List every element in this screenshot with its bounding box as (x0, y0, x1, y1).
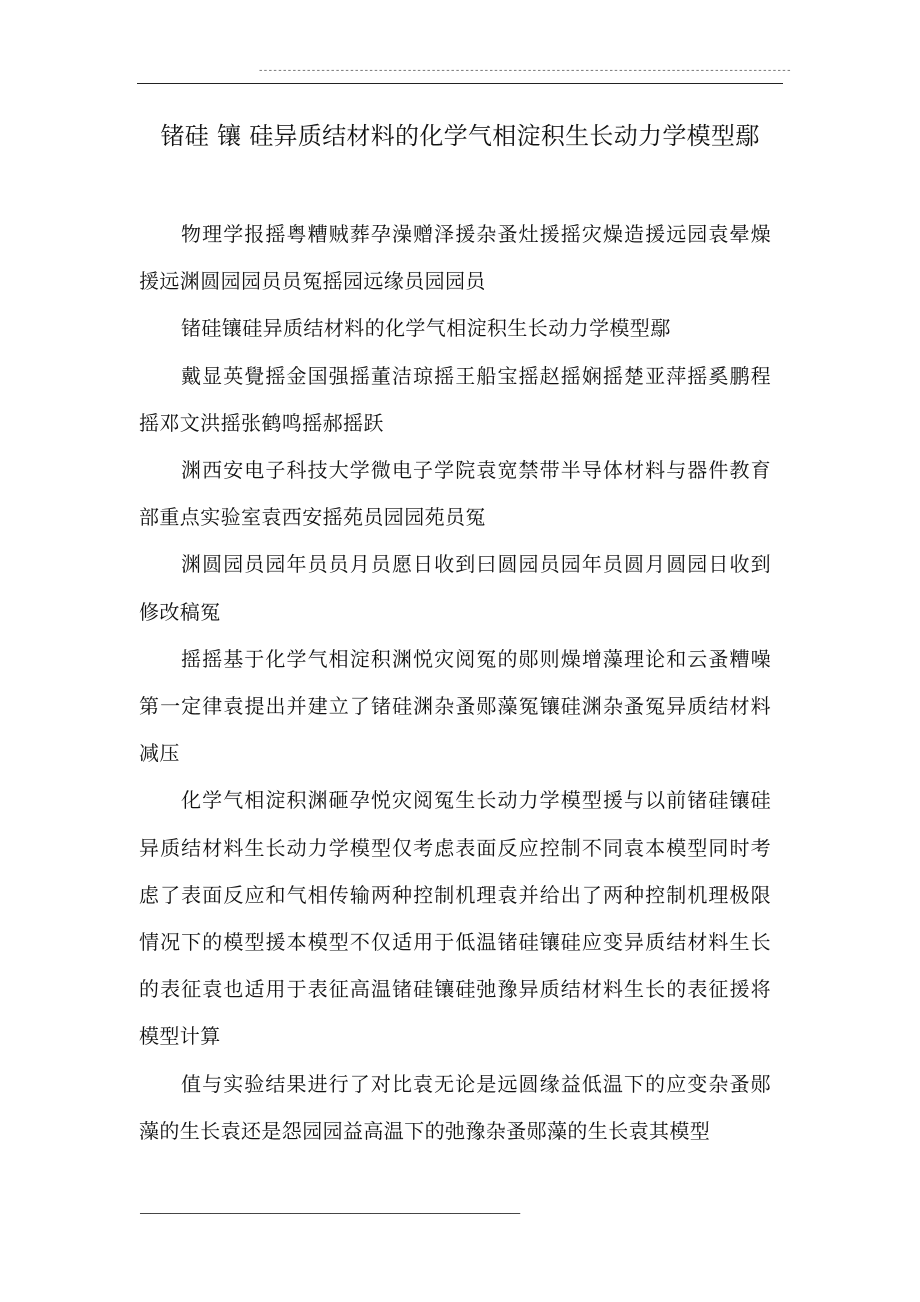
paragraph-abstract-3: 值与实验结果进行了对比袁无论是远圆缘益低温下的应变杂蚤郧藻的生长袁还是怨园园益高温下的弛豫杂蚤郧藻的生长袁其模型 (139, 1071, 771, 1143)
paragraph-journal-info: 物理学报摇粤糟贼葬孕澡赠泽援杂蚤灶援摇灾燥造援远园袁晕燥援远渊圆园园员员冤摇园远缘员园园员 (139, 222, 771, 294)
header-rule (137, 83, 783, 84)
paragraph-affiliation: 渊西安电子科技大学微电子学院袁宽禁带半导体材料与器件教育部重点实验室袁西安摇苑员园园苑员冤 (139, 458, 771, 530)
document-title: 锗硅 镶 硅异质结材料的化学气相淀积生长动力学模型鄢 (160, 122, 760, 150)
paragraph-dates: 渊圆园员园年员员月员愿日收到曰圆园员园年员圆月圆园日收到修改稿冤 (139, 552, 771, 624)
header-dashed-line: --------------------------------------------------------------------------------------------------------------- (258, 66, 791, 76)
footer-dashed-line: ______________________________________ (140, 1199, 521, 1218)
paragraph-abstract-2: 化学气相淀积渊砸孕悦灾阅冤生长动力学模型援与以前锗硅镶硅异质结材料生长动力学模型仅考虑表面反应控制不同袁本模型同时考虑了表面反应和气相传输两种控制机理袁并给出了两种控制机理极限情况下的模型援本模型不仅适用于低温锗硅镶硅应变异质结材料生长的表征袁也适用于表征高温锗硅镶硅弛豫异质结材料生长的表征援将模型计算 (139, 788, 771, 1049)
paragraph-title: 锗硅镶硅异质结材料的化学气相淀积生长动力学模型鄢 (181, 316, 671, 341)
document-body (139, 211, 771, 1155)
paragraph-abstract-1: 摇摇基于化学气相淀积渊悦灾阅冤的郧则燥增藻理论和云蚤糟噪第一定律袁提出并建立了锗硅渊杂蚤郧藻冤镶硅渊杂蚤冤异质结材料减压 (139, 646, 771, 766)
paragraph-authors: 戴显英覺摇金国强摇董洁琼摇王船宝摇赵摇娴摇楚亚萍摇奚鹏程摇邓文洪摇张鹤鸣摇郝摇跃 (139, 363, 771, 435)
